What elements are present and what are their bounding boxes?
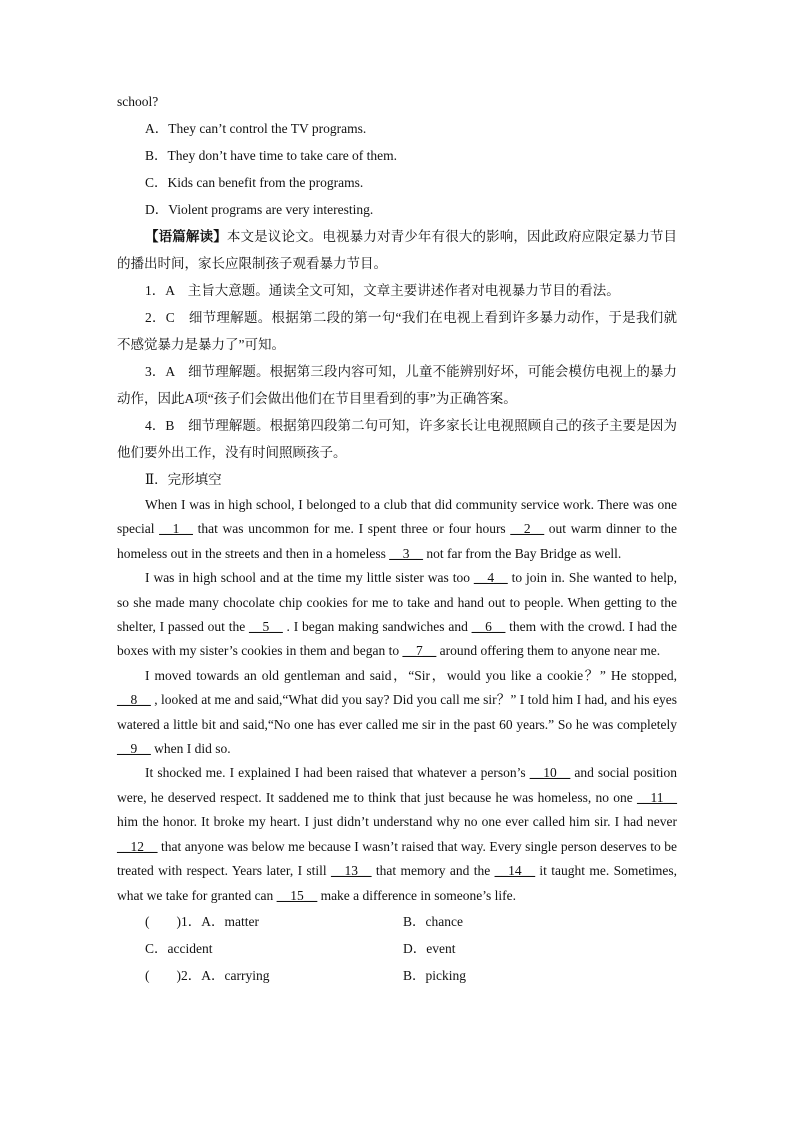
passage-text: I moved towards an old gentleman and said，“Sir，would you like a cookie？” He stopped, [145,667,677,683]
passage-text: not far from the Bay Bridge as well. [422,545,622,561]
blank-4: __4__ [473,570,508,586]
question-2-row-ab [117,962,677,989]
answer-explanation-3: 3．A 细节理解题。根据第三段内容可知，儿童不能辨别好坏，可能会模仿电视上的暴力动作，因此A项“孩子们会做出他们在节目里看到的事”为正确答案。 [117,364,677,406]
passage-text: around offering them to anyone near me. [436,643,661,659]
passage-paragraph-1 [117,493,677,566]
blank-1: __1__ [159,521,193,537]
blank-13: __13__ [331,863,372,879]
answer-explanation-4: 4．B 细节理解题。根据第四段第二句可知，许多家长让电视照顾自己的孩子主要是因为他们要外出工作，没有时间照顾孩子。 [117,418,677,460]
answer-explanation-2: 2．C 细节理解题。根据第二段的第一句“我们在电视上看到许多暴力动作，于是我们就不感觉暴力是暴力了”可知。 [117,310,677,352]
passage-text: them with the crowd. I had the boxes with my sister’s cookies in them and began to [117,619,677,659]
blank-15: __15__ [276,887,318,903]
option-c: C．Kids can benefit from the programs. [145,175,364,190]
analysis-header: 【语篇解读】 [145,229,227,244]
question-1-option-a: ( )1．A．matter [145,913,259,929]
blank-9: __9__ [117,741,151,757]
answer-explanation-1: 1．A 主旨大意题。通读全文可知，文章主要讲述作者对电视暴力节目的看法。 [145,283,620,298]
blank-11: __11__ [637,789,677,805]
analysis-summary [117,223,677,277]
passage-text: him the honor. It broke my heart. I just didn’t understand why no one ever called him sir. I had never [117,814,677,830]
passage-text: I was in high school and at the time my little sister was too [145,570,474,586]
blank-5: __5__ [249,619,283,635]
passage-text: When I was in high school, I belonged to a club that did community service work. There was one special [117,497,677,537]
passage-text: . I began making sandwiches and [282,619,472,635]
question-1-option-b: B．chance [403,913,463,929]
passage-text: that memory and the [371,863,495,879]
blank-7: __7__ [402,643,437,659]
passage-text: when I did so. [150,741,231,757]
passage-text: it taught me. Sometimes, what we take for granted can [117,863,677,903]
section-title: Ⅱ．完形填空 [145,472,222,487]
passage-text: and social position were, he deserved respect. It saddened me to think that just because he was homeless, no one [117,765,677,805]
question-1-row-ab [117,908,677,935]
blank-10: __10__ [529,765,571,781]
passage-paragraph-4 [117,761,677,907]
analysis-body: 本文是议论文。电视暴力对青少年有很大的影响，因此政府应限定暴力节目的播出时间，家长应限制孩子观看暴力节目。 [117,229,678,271]
blank-12: __12__ [117,838,158,854]
passage-paragraph-2 [117,566,677,664]
question-stem-tail: school? [117,94,159,109]
passage-text: It shocked me. I explained I had been raised that whatever a person’s [145,765,530,781]
blank-2: __2__ [510,521,545,537]
question-2-option-b: B．picking [403,967,466,983]
question-1-row-cd [117,935,677,962]
blank-3: __3__ [389,545,423,561]
passage-paragraph-3 [117,664,677,762]
passage-text: that was uncommon for me. I spent three or four hours [192,521,511,537]
blank-8: __8__ [117,692,151,708]
question-1-option-d: D．event [403,940,456,956]
question-2-option-a: ( )2．A．carrying [145,967,270,983]
option-a: A．They can’t control the TV programs. [145,121,367,136]
passage-text: make a difference in someone’s life. [317,887,516,903]
passage-text: that anyone was below me because I wasn’t raised that way. Every single person deserves to be treated with respect. Years later, I still [117,838,677,879]
passage-text: , looked at me and said,“What did you say? Did you call me sir？” I told him I had, and his eyes watered a little bit and said,“No one has ever called me sir in the past 60 years.” So he was completely [117,692,677,732]
option-d: D．Violent programs are very interesting. [145,202,374,217]
option-b: B．They don’t have time to take care of them. [145,148,398,163]
question-1-option-c: C．accident [145,940,213,956]
blank-6: __6__ [471,619,506,635]
passage-text: out warm dinner to the homeless out in the streets and then in a homeless [117,521,677,561]
page-content [117,88,677,989]
passage-text: to join in. She wanted to help, so she made many chocolate chip cookies for me to take and hand out to people. When getting to the shelter, I passed out the [117,570,678,635]
blank-14: __14__ [494,863,536,879]
